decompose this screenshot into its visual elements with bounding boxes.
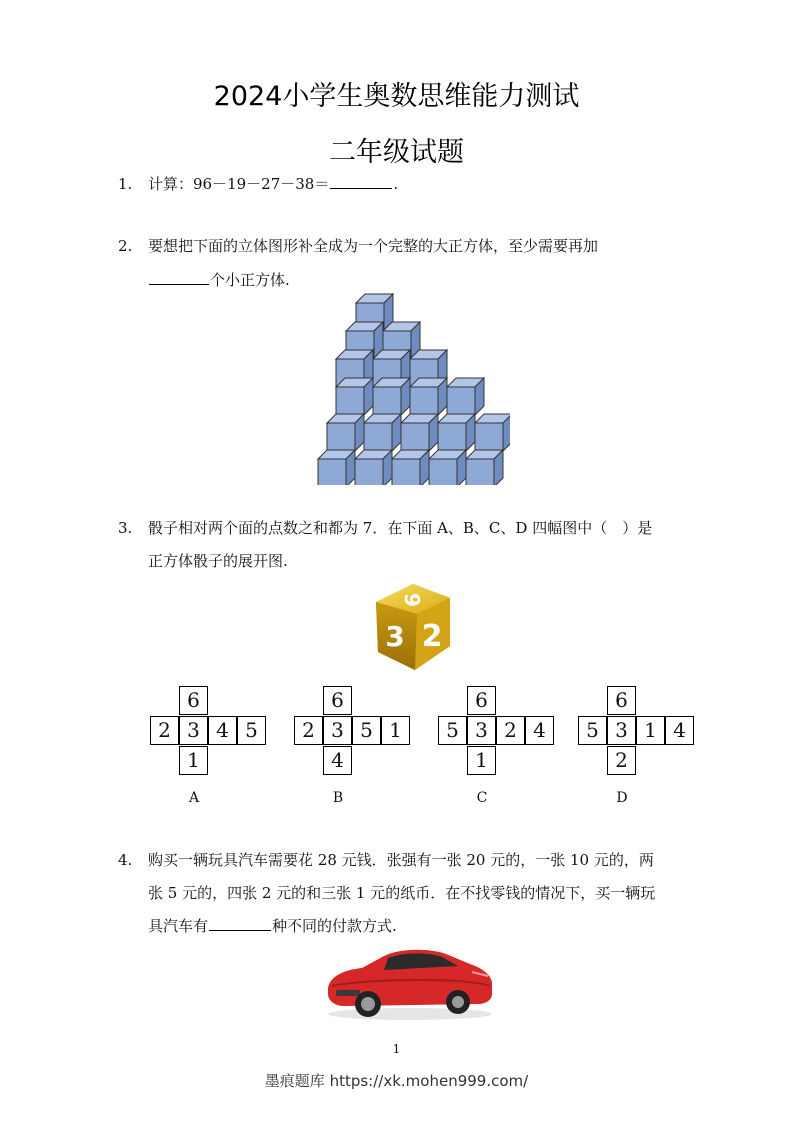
small-cube	[327, 414, 364, 451]
net-label: C	[476, 790, 488, 806]
question-text: 个小正方体.	[210, 271, 290, 289]
small-cube	[392, 450, 429, 485]
question-text: 骰子相对两个面的点数之和都为 7．在下面 A、B、C、D 四幅图中（ ）是	[148, 519, 653, 537]
question-text: 计算：96－19－27－38＝	[148, 175, 330, 193]
net-face: 2	[607, 746, 636, 775]
net-face: 6	[179, 686, 208, 715]
small-cube	[466, 450, 503, 485]
net-label: D	[616, 790, 628, 806]
question-2-line-2	[148, 264, 290, 296]
question-text: 购买一辆玩具汽车需要花 28 元钱．张强有一张 20 元的，一张 10 元的，两	[148, 851, 654, 869]
question-2	[118, 230, 598, 262]
net-face: 1	[179, 746, 208, 775]
net-face: 5	[237, 716, 266, 745]
question-text: 张 5 元的，四张 2 元的和三张 1 元的纸币．在不找零钱的情况下，买一辆玩	[148, 884, 656, 902]
die-left-number: 3	[385, 620, 405, 653]
net-face: 4	[665, 716, 694, 745]
net-face: 1	[467, 746, 496, 775]
page-number: 1	[392, 1042, 401, 1056]
question-number: 2.	[118, 237, 133, 255]
net-face: 6	[323, 686, 352, 715]
question-tail: .	[393, 175, 399, 193]
toy-car-image	[322, 942, 497, 1022]
net-face: 1	[636, 716, 665, 745]
footer-watermark[interactable]: 墨痕题库 https://xk.mohen999.com/	[264, 1072, 529, 1090]
page-subtitle: 二年级试题	[329, 137, 464, 168]
small-cube	[401, 414, 438, 451]
die-image	[370, 580, 456, 674]
net-face: 3	[179, 716, 208, 745]
question-text: 种不同的付款方式.	[272, 917, 397, 935]
small-cube	[364, 414, 401, 451]
small-cube	[438, 414, 475, 451]
question-text: 要想把下面的立体图形补全成为一个完整的大正方体，至少需要再加	[148, 237, 599, 255]
net-face: 2	[496, 716, 525, 745]
net-face: 2	[150, 716, 179, 745]
small-cube	[475, 414, 510, 451]
net-face: 4	[208, 716, 237, 745]
net-face: 1	[381, 716, 410, 745]
question-number: 1.	[118, 175, 133, 193]
question-number: 3.	[118, 519, 133, 537]
net-label: B	[332, 790, 344, 806]
question-4-line-2	[148, 877, 655, 909]
small-cube	[336, 378, 373, 415]
small-cube	[410, 378, 447, 415]
small-cube	[429, 450, 466, 485]
question-3	[118, 512, 652, 544]
net-face: 3	[607, 716, 636, 745]
net-face: 4	[323, 746, 352, 775]
answer-blank	[149, 266, 209, 285]
question-text: 正方体骰子的展开图.	[148, 552, 288, 570]
answer-blank	[209, 912, 271, 931]
net-face: 3	[467, 716, 496, 745]
die-top-number: 9	[400, 593, 424, 607]
question-4	[118, 844, 654, 876]
page-title: 2024小学生奥数思维能力测试	[213, 81, 580, 112]
question-3-line-2	[148, 545, 288, 577]
net-face: 5	[578, 716, 607, 745]
net-face: 4	[525, 716, 554, 745]
net-face: 2	[294, 716, 323, 745]
cube-staircase-figure	[310, 290, 510, 485]
small-cube	[318, 450, 355, 485]
question-4-line-3	[148, 910, 397, 942]
question-number: 4.	[118, 851, 133, 869]
net-label: A	[188, 790, 200, 806]
net-face: 5	[438, 716, 467, 745]
small-cube	[355, 450, 392, 485]
die-right-number: 2	[421, 619, 443, 654]
net-face: 5	[352, 716, 381, 745]
answer-blank	[330, 170, 392, 189]
net-face: 6	[467, 686, 496, 715]
small-cube	[447, 378, 484, 415]
net-face: 3	[323, 716, 352, 745]
question-text: 具汽车有	[148, 917, 209, 935]
question-1	[118, 168, 398, 200]
small-cube	[373, 378, 410, 415]
net-face: 6	[607, 686, 636, 715]
